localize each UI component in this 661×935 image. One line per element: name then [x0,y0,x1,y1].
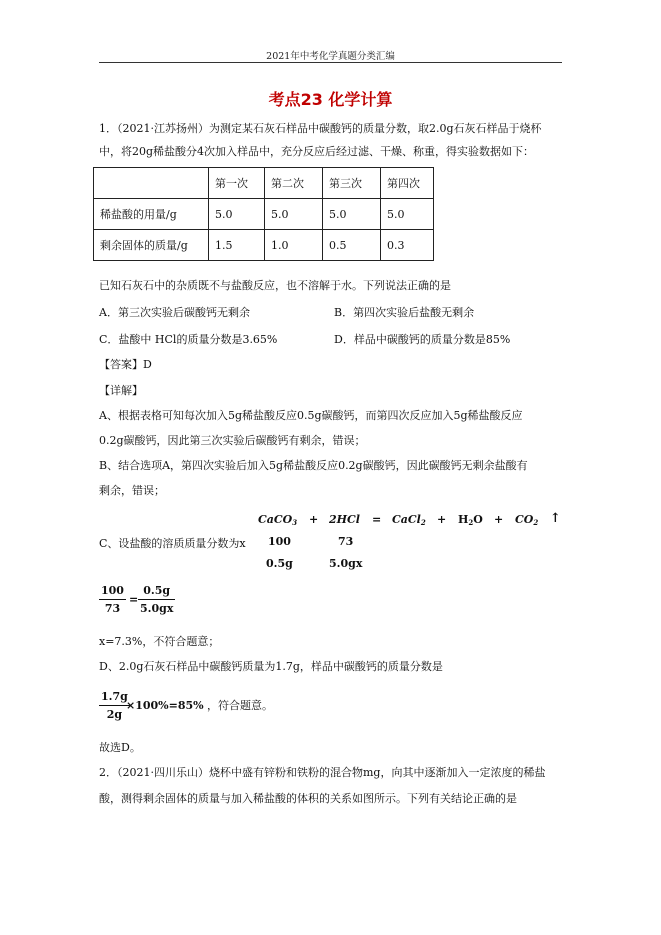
table-header-cell: 第一次 [209,168,265,199]
q1-condition: 已知石灰石中的杂质既不与盐酸反应，也不溶解于水。下列说法正确的是 [99,279,451,292]
section-title: 考点23 化学计算 [268,90,393,109]
q2-stem-line1: 2．（2021·四川乐山）烧杯中盛有锌粉和铁粉的混合物mg，向其中逐渐加入一定浓度的稀盐 [99,766,546,779]
page-header: 2021年中考化学真题分类汇编 [266,51,395,62]
table-cell: 5.0 [381,199,434,230]
molar-mass-hcl: 73 [338,535,354,548]
q1-answer: 【答案】D [99,358,152,371]
table-row [94,199,434,230]
plus-sign: + [494,513,504,526]
table-cell: 1.0 [265,230,323,261]
q1-conclusion: 故选D。 [99,741,141,754]
table-cell: 0.5 [323,230,381,261]
q1-detail-a-line1: A、根据表格可知每次加入5g稀盐酸反应0.5g碳酸钙，而第四次反应加入5g稀盐酸反应 [99,409,523,422]
fraction-mass-ratio: $\frac{0.5g}{5.0gx}$ [140,584,174,615]
table-cell: 稀盐酸的用量/g [94,199,209,230]
table-cell: 5.0 [209,199,265,230]
gas-arrow-icon: ↑ [550,511,561,526]
mass-caco3: 0.5g [266,557,293,570]
q1-detail-a-line2: 0.2g碳酸钙，因此第三次实验后碳酸钙有剩余，错误； [99,434,366,447]
formula-cacl2: CaCl$_2$ [392,513,426,527]
q1-option-c: C．盐酸中 HCl的质量分数是3.65% [99,333,278,346]
q1-detail-d: D、2.0g石灰石样品中碳酸钙质量为1.7g，样品中碳酸钙的质量分数是 [99,660,443,673]
q1-option-b: B．第四次实验后盐酸无剩余 [334,306,475,319]
table-cell: 5.0 [323,199,381,230]
formula-hcl: 2HCl [329,513,360,526]
table-row [94,230,434,261]
formula-h2o: $H_2O$ [458,513,483,527]
equals-sign: = [372,513,382,526]
purity-conclusion: ，符合题意。 [207,699,273,712]
table-cell: 剩余固体的质量/g [94,230,209,261]
q2-stem-line2: 酸，测得剩余固体的质量与加入稀盐酸的体积的关系如图所示。下列有关结论正确的是 [99,792,517,805]
q1-detail-title: 【详解】 [99,384,143,397]
table-header-cell: 第三次 [323,168,381,199]
table-cell: 5.0 [265,199,323,230]
plus-sign: + [309,513,319,526]
mass-hcl: 5.0gx [329,557,363,570]
table-header-cell: 第四次 [381,168,434,199]
experiment-table [93,167,434,261]
q1-stem-line1: 1．（2021·江苏扬州）为测定某石灰石样品中碳酸钙的质量分数，取2.0g石灰石样品于烧杯 [99,122,542,135]
purity-result: ×100%=85% [126,699,204,712]
table-header-cell: 第二次 [265,168,323,199]
formula-caco3: CaCO$_3$ [258,513,298,527]
q1-option-a: A．第三次实验后碳酸钙无剩余 [99,306,250,319]
q1-detail-b-line1: B、结合选项A，第四次实验后加入5g稀盐酸反应0.2g碳酸钙，因此碳酸钙无剩余盐酸有 [99,459,528,472]
table-cell: 1.5 [209,230,265,261]
fraction-100-73: $\frac{100}{73}$ [101,584,124,615]
formula-co2: $CO_2$ [515,513,539,527]
proportion-equals: = [129,593,139,606]
table-cell: 0.3 [381,230,434,261]
plus-sign: + [437,513,447,526]
table-header-cell [94,168,209,199]
q1-x-result: x=7.3%，不符合题意； [99,635,220,648]
q1-detail-b-line2: 剩余，错误； [99,484,165,497]
q1-option-d: D．样品中碳酸钙的质量分数是85% [334,333,511,346]
q1-detail-c: C、设盐酸的溶质质量分数为x [99,537,246,550]
fraction-purity: $\frac{1.7g}{2g}$ [101,690,128,721]
header-rule [99,62,562,63]
q1-stem-line2: 中，将20g稀盐酸分4次加入样品中，充分反应后经过滤、干燥、称重，得实验数据如下： [99,145,535,158]
table-header-row [94,168,434,199]
molar-mass-caco3: 100 [268,535,291,548]
